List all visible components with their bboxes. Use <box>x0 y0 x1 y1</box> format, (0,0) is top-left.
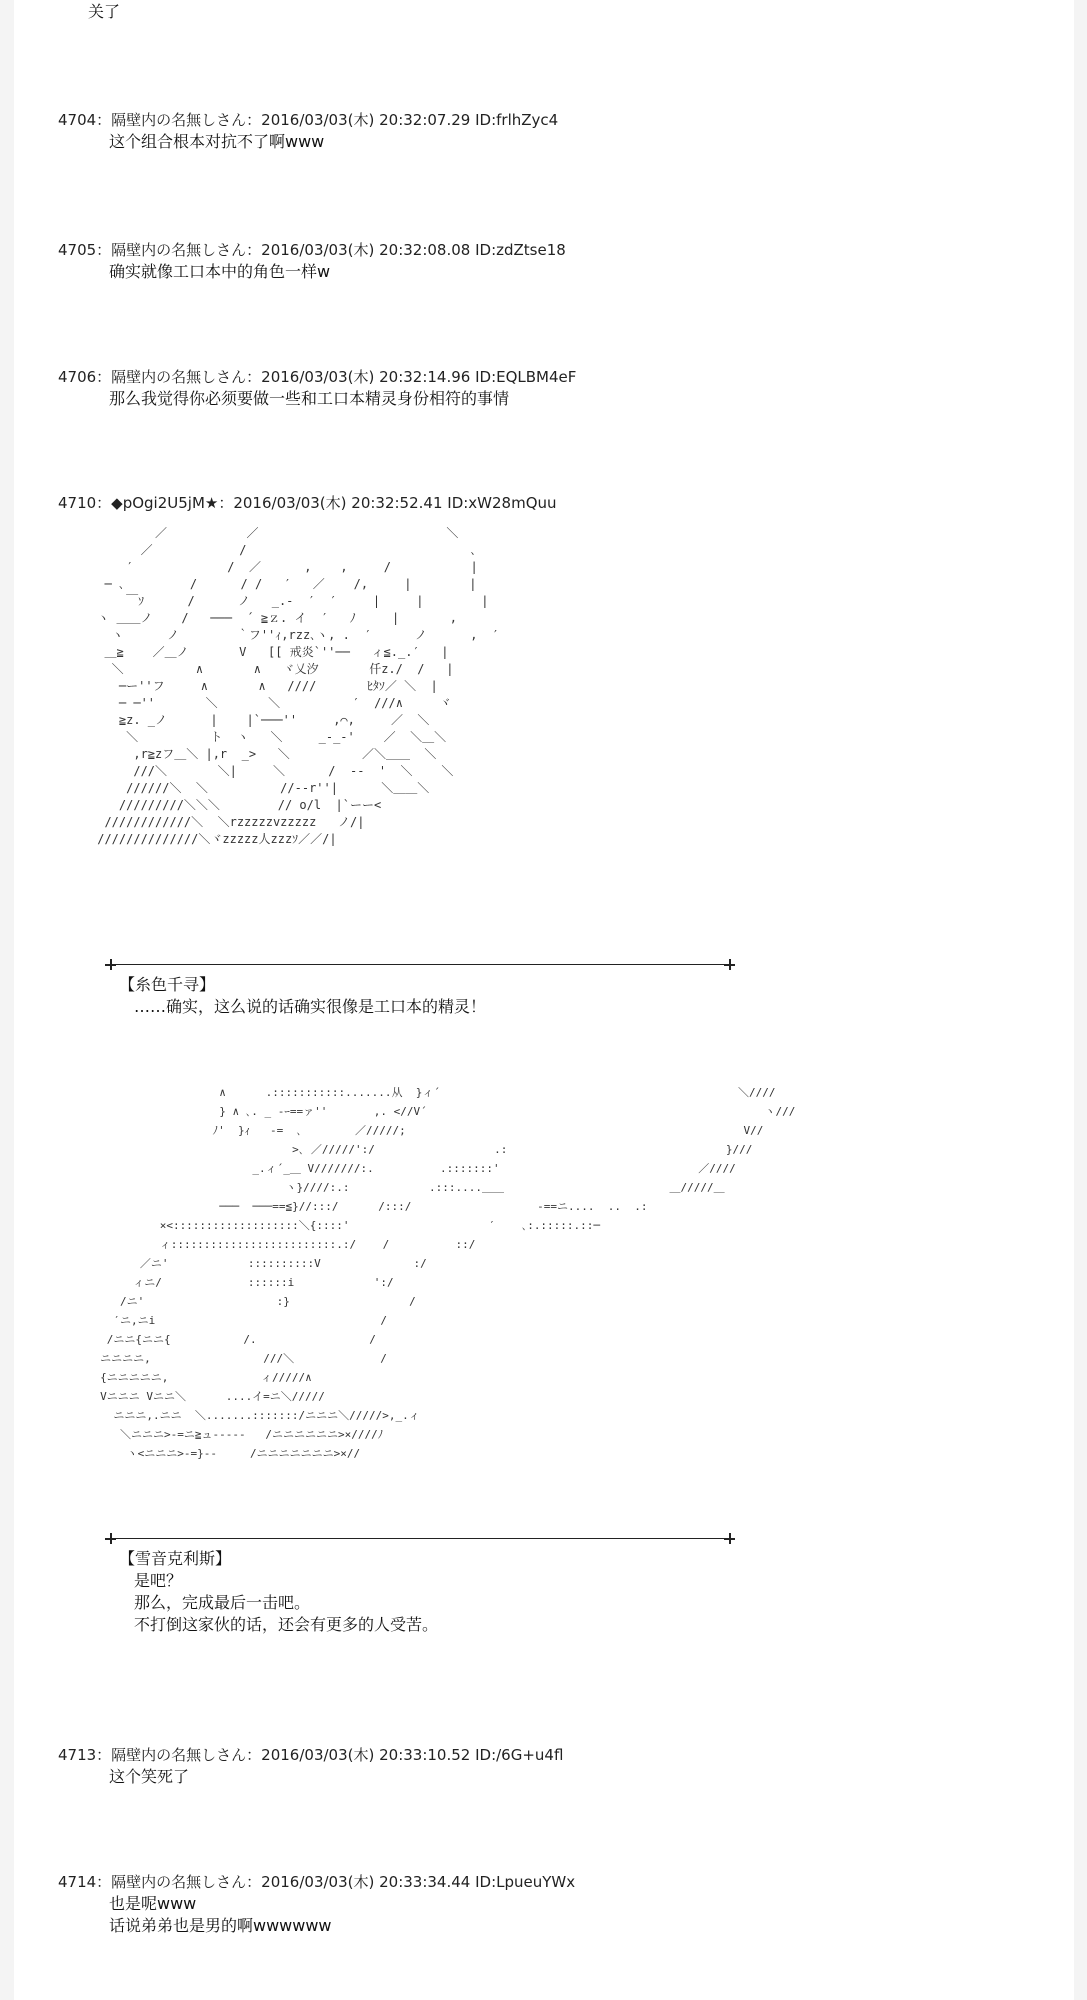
post-text: 这个组合根本对抗不了啊www <box>109 132 325 151</box>
post-header: 4706：隔壁内の名無しさん：2016/03/03(木) 20:32:14.96 ID:EQLBM4eF <box>58 368 577 386</box>
speaker-name: 【雪音克利斯】 <box>119 1549 232 1568</box>
post-text: 也是呢www <box>109 1894 197 1913</box>
ascii-art-character: ／ ／ ＼ ／ / ､ ′ / ／ , , / | ─ ､ / / / ′ ／ /, | | ￣ｿ / ノ _.- ′ ′ | | | ヽ ＿＿ノ / ─── ´ ≧ｚ. イ ′ ﾉ | , ヽ ノ ｀フ''ｨ,rzz､ヽ, . ′ ノ , ′ ＿≧ ／＿ノ V [[ 戒炎`''── ィ≦._.′ | ＼ ∧ ∧ ヾ乂汐 仟z./ / | ─ー''フ ∧ ∧ //// ﾋﾀｿ／ ＼ | ─ ─'' ＼ ＼ ′ ///∧ ヾ ≧z. _ノ | |`───'' ,⌒, ／ ＼ ＼ ト ヽ ＼ _-_-' ／ ＼＿＼ ,r≧zフ＿＼ |,r _> ＼ ／＼＿＿ ＼ ///＼ ＼| ＼ / -- ' ＼ ＼ //////＼ ＼ //--r''| ＼＿＿＼ /////////＼＼＼ // o/l |`ーー< ////////////＼ ＼rzzzzzvzzzzz ノ/| //////////////＼ヾzzzzz人zzzｿ／／/| <box>97 526 500 846</box>
dialogue-line: 那么，完成最后一击吧。 <box>134 1593 311 1612</box>
post-header: 4704：隔壁内の名無しさん：2016/03/03(木) 20:32:07.29 ID:frlhZyc4 <box>58 111 559 129</box>
dialogue-line: ……确实，这么说的话确实很像是工口本的精灵！ <box>134 997 487 1016</box>
post-text: 关了 <box>88 2 121 21</box>
post-header: 4710：◆pOgi2U5jM★：2016/03/03(木) 20:32:52.41 ID:xW28mQuu <box>58 494 557 512</box>
post-header: 4714：隔壁内の名無しさん：2016/03/03(木) 20:33:34.44 ID:LpueuYWx <box>58 1873 576 1891</box>
post-header: 4713：隔壁内の名無しさん：2016/03/03(木) 20:33:10.52 ID:/6G+u4fl <box>58 1746 564 1764</box>
dialogue-line: 是吧？ <box>134 1571 183 1590</box>
divider-line <box>110 1538 730 1539</box>
thread-page <box>14 0 1074 2000</box>
post-text: 这个笑死了 <box>109 1767 190 1786</box>
post-header: 4705：隔壁内の名無しさん：2016/03/03(木) 20:32:08.08 ID:zdZtse18 <box>58 241 566 259</box>
post-text: 话说弟弟也是男的啊wwwwww <box>109 1916 332 1935</box>
cross-marker-left <box>105 1533 116 1544</box>
post-text: 那么我觉得你必须要做一些和工口本精灵身份相符的事情 <box>109 389 510 408</box>
cross-marker-left <box>105 959 116 970</box>
dialogue-line: 不打倒这家伙的话，还会有更多的人受苦。 <box>134 1615 439 1634</box>
divider-line <box>110 964 730 965</box>
cross-marker-right <box>724 1533 735 1544</box>
cross-marker-right <box>724 959 735 970</box>
ascii-art-scene: ∧ .:::::::::::.......从 }ィ´ ＼//// } ∧ ､. _ -ｰ==ァ'' ,. <//V´ ヽ/// ﾉ' }ｨ -= ､ ／/////; V// >､ ／/////':/ .: }/// _.ィ´_＿ V///////:. .:::::::' ／//// ヽ}////:.: .:::....＿＿ ＿/////＿ ─── ───==≦}//:::/ /:::/ -==ニ.... .. .: ×<:::::::::::::::::::＼{::::' ′ ､:.:::::.::─ ィ:::::::::::::::::::::::::.:/ / ::/ ／ニ' ::::::::::V :/ ィニ/ ::::::i ':/ /ニ' :} / ′ニ,ニi / /ニニ{ニニ{ /. / ニニニニ, ///＼ / {ニニニニニ, ィ/////∧ Vニニニ Vニニ＼ ....イ=ニ＼///// ニニニ,.ニニ ＼.......:::::::/ニニニ＼/////>,_.ィ ＼ニニニ>-=ニ≧ュ----- /ニニニニニニ>×////ﾉ ヽ<ニニニ>-=}-- /ニニニニニニニ>×// <box>100 1086 796 1460</box>
speaker-name: 【糸色千寻】 <box>119 975 216 994</box>
post-text: 确实就像工口本中的角色一样w <box>109 262 331 281</box>
